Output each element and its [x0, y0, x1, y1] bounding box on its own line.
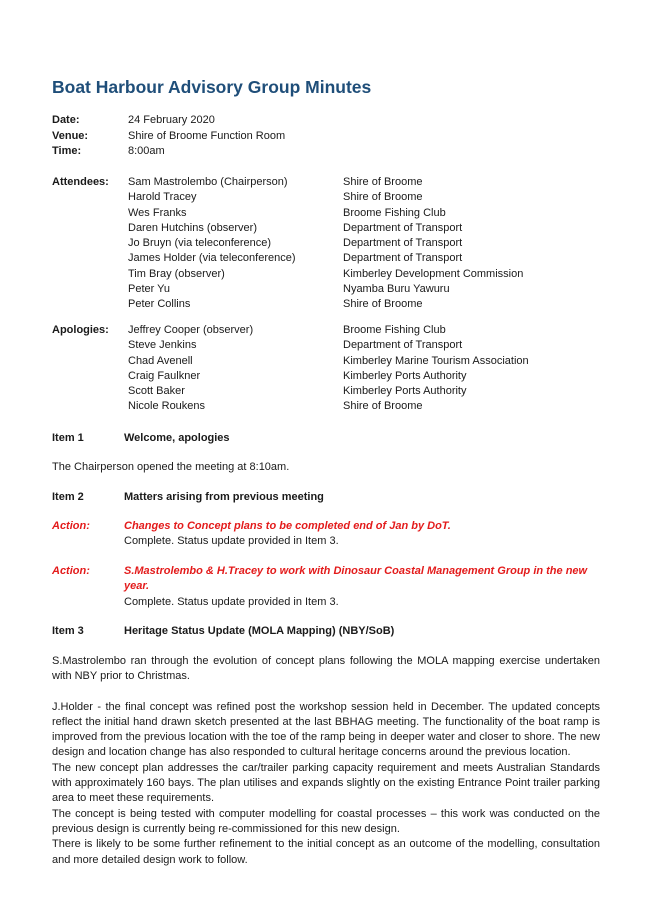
item-3-body: [52, 654, 602, 868]
action-label: Action:: [52, 565, 90, 577]
person-org: Department of Transport: [343, 237, 463, 250]
person-org: Shire of Broome: [343, 176, 423, 188]
list-item: [52, 206, 523, 221]
action-text: Changes to Concept plans to be completed end of Jan by DoT.: [124, 520, 451, 532]
person-org: Kimberley Ports Authority: [343, 369, 467, 382]
item-title: Welcome, apologies: [124, 432, 230, 444]
meta-venue-row: [52, 129, 285, 145]
list-item: [52, 282, 523, 297]
person-org: Shire of Broome: [343, 191, 423, 204]
person-org: Nyamba Buru Yawuru: [343, 283, 450, 296]
person-name: Daren Hutchins (observer): [128, 221, 257, 234]
list-item: [52, 297, 523, 312]
list-item: [52, 399, 529, 414]
list-item: [52, 190, 523, 205]
action-1: [52, 519, 602, 550]
person-name: Jeffrey Cooper (observer): [128, 324, 254, 336]
paragraph: The Chairperson opened the meeting at 8:10am.: [52, 461, 290, 473]
person-name: Peter Collins: [128, 298, 191, 311]
paragraph: The concept is being tested with computer modelling for coastal processes – this work was conducted on the previous design is currently being re-commissioned for this new design.: [52, 807, 600, 835]
meta-time-row: [52, 144, 285, 160]
meta-value: 24 February 2020: [128, 114, 215, 126]
person-name: James Holder (via teleconference): [128, 252, 296, 265]
meta-date-row: [52, 113, 285, 129]
apologies-label: Apologies:: [52, 324, 109, 336]
person-org: Broome Fishing Club: [343, 324, 446, 336]
attendees-list: [52, 175, 523, 313]
item-3-heading: [52, 624, 602, 639]
meeting-details: [52, 113, 285, 160]
list-item: [52, 369, 529, 384]
paragraph: There is likely to be some further refinement to the initial concept as an outcome of the modelling, consultation and more detailed design work to follow.: [52, 838, 600, 866]
person-org: Department of Transport: [343, 339, 463, 352]
person-org: Kimberley Development Commission: [343, 267, 524, 280]
person-org: Broome Fishing Club: [343, 206, 446, 219]
attendees-label: Attendees:: [52, 176, 109, 188]
item-number: Item 1: [52, 432, 84, 444]
person-name: Chad Avenell: [128, 354, 193, 367]
person-org: Kimberley Marine Tourism Association: [343, 354, 529, 367]
person-name: Scott Baker: [128, 385, 185, 398]
person-name: Peter Yu: [128, 283, 170, 296]
list-item: [52, 251, 523, 266]
action-status: Complete. Status update provided in Item 3.: [124, 535, 339, 548]
page-title: Boat Harbour Advisory Group Minutes: [52, 77, 372, 97]
person-org: Kimberley Ports Authority: [343, 385, 467, 398]
item-1-heading: [52, 431, 602, 446]
person-name: Wes Franks: [128, 206, 187, 219]
paragraph: J.Holder - the final concept was refined post the workshop session held in December. The updated concepts reflect the initial hand drawn sketch presented at the last BBHAG meeting. The functionality of the boat ramp is improved from the previous location with the toe of the ramp being in deeper water and closer to shore. The new design and location change has also responded to cultural heritage concerns around the previous location.: [52, 700, 600, 759]
meta-label: Time:: [52, 145, 82, 157]
meta-value: Shire of Broome Function Room: [128, 129, 286, 142]
action-text: S.Mastrolembo & H.Tracey to work with Dinosaur Coastal Management Group in the new year.: [124, 565, 588, 593]
list-item: [52, 338, 529, 353]
item-number: Item 2: [52, 491, 84, 503]
paragraph: The new concept plan addresses the car/trailer parking capacity requirement and meets Australian Standards with approximately 160 bays. The plan utilises and expands slightly on the existing Entrance Point trailer parking area to meet these requirements.: [52, 761, 600, 805]
meta-label: Venue:: [52, 129, 89, 142]
person-name: Harold Tracey: [128, 191, 197, 204]
person-name: Tim Bray (observer): [128, 267, 225, 280]
list-item: [52, 267, 523, 282]
person-name: Jo Bruyn (via teleconference): [128, 237, 272, 250]
person-org: Shire of Broome: [343, 400, 423, 413]
item-1-text: [52, 460, 602, 475]
person-org: Shire of Broome: [343, 298, 423, 311]
person-name: Craig Faulkner: [128, 369, 201, 382]
person-name: Sam Mastrolembo (Chairperson): [128, 176, 288, 188]
action-2: [52, 564, 602, 610]
item-title: Heritage Status Update (MOLA Mapping) (NBY/SoB): [124, 625, 395, 637]
list-item: [52, 354, 529, 369]
person-org: Department of Transport: [343, 252, 463, 265]
list-item: [52, 221, 523, 236]
person-name: Steve Jenkins: [128, 339, 197, 352]
item-title: Matters arising from previous meeting: [124, 491, 324, 503]
item-2-heading: [52, 490, 602, 505]
paragraph: S.Mastrolembo ran through the evolution of concept plans following the MOLA mapping exercise undertaken with NBY prior to Christmas.: [52, 655, 600, 683]
list-item: [52, 323, 529, 338]
meta-label: Date:: [52, 114, 80, 126]
meta-value: 8:00am: [128, 145, 165, 157]
person-org: Department of Transport: [343, 221, 463, 234]
person-name: Nicole Roukens: [128, 400, 206, 413]
list-item: [52, 175, 523, 190]
apologies-list: [52, 323, 529, 415]
action-status: Complete. Status update provided in Item 3.: [124, 595, 339, 608]
list-item: [52, 236, 523, 251]
item-number: Item 3: [52, 625, 84, 637]
action-label: Action:: [52, 520, 90, 532]
list-item: [52, 384, 529, 399]
